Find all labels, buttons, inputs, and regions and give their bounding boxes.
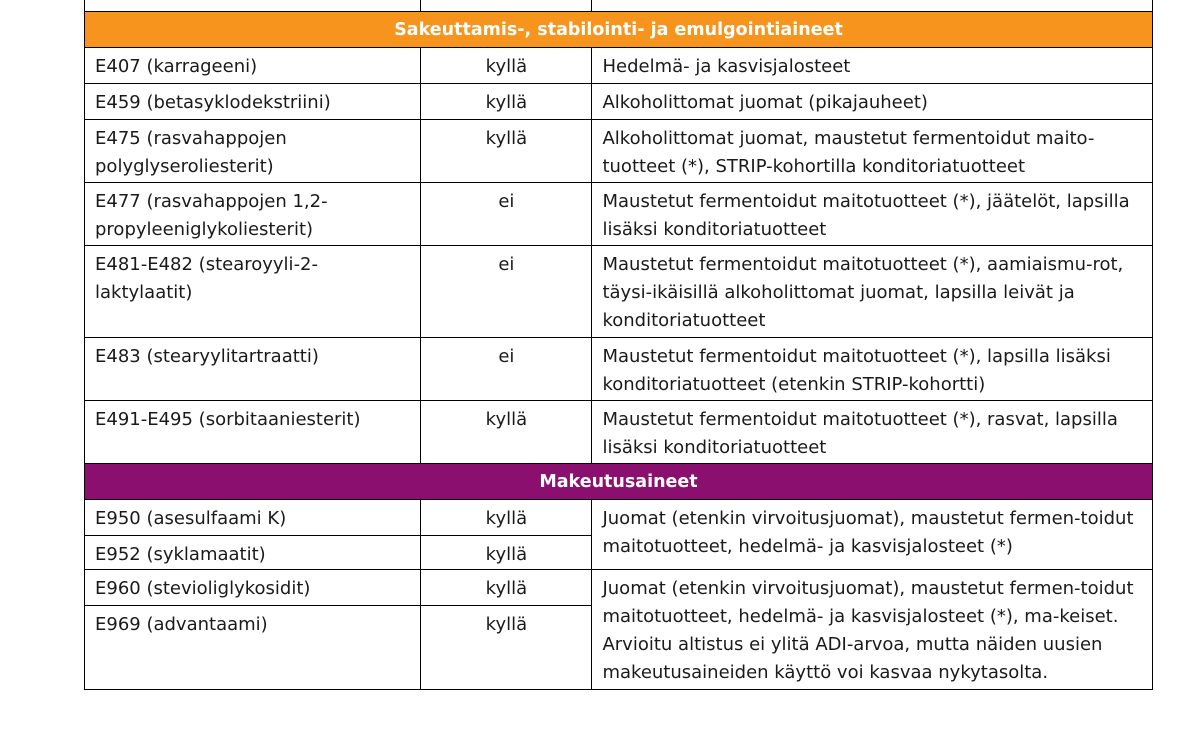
additive-name: E407 (karrageeni) xyxy=(95,56,258,77)
additive-status: kyllä xyxy=(485,92,528,113)
additive-name: E459 (betasyklodekstriini) xyxy=(95,92,331,113)
additive-status: kyllä xyxy=(485,56,528,77)
additive-use: Maustetut fermentoidut maitotuotteet (*), lapsilla lisäksi konditoriatuotteet (etenkin STRIP-kohortti) xyxy=(602,346,1111,395)
table-row xyxy=(85,401,1153,464)
table-row xyxy=(85,338,1153,401)
additive-name: E483 (stearyylitartraatti) xyxy=(95,346,319,367)
additive-use: Juomat (etenkin virvoitusjuomat), maustetut fermen-toidut maitotuotteet, hedelmä- ja kasvisjalosteet (*) xyxy=(602,508,1134,557)
additive-name: E491-E495 (sorbitaaniesterit) xyxy=(95,409,361,430)
additive-status: kyllä xyxy=(485,614,528,635)
table-row xyxy=(85,183,1153,246)
additive-name: E950 (asesulfaami K) xyxy=(95,508,287,529)
section-title: Makeutusaineet xyxy=(85,464,1153,500)
additive-use: Alkoholittomat juomat, maustetut fermentoidut maito-tuotteet (*), STRIP-kohortilla konditoriatuotteet xyxy=(602,128,1095,177)
section-title: Sakeuttamis-, stabilointi- ja emulgointiaineet xyxy=(85,12,1153,48)
additive-status: kyllä xyxy=(485,128,528,149)
additive-use: Maustetut fermentoidut maitotuotteet (*), aamiaismu-rot, täysi-ikäisillä alkoholittomat juomat, lapsilla leivät ja konditoriatuotteet xyxy=(602,254,1124,331)
section-header-sweeteners xyxy=(85,464,1153,500)
additive-status: ei xyxy=(498,346,515,367)
table-row xyxy=(85,570,1153,690)
additive-name: E960 (stevioliglykosidit) xyxy=(95,578,311,599)
additive-status: kyllä xyxy=(485,409,528,430)
additive-name: E477 (rasvahappojen 1,2-propyleeniglykoliesterit) xyxy=(95,191,328,240)
additive-status: kyllä xyxy=(485,508,528,529)
table-row xyxy=(85,0,1153,12)
additive-use: Maustetut fermentoidut maitotuotteet (*), rasvat, lapsilla lisäksi konditoriatuotteet xyxy=(602,409,1118,458)
section-header-thickeners xyxy=(85,12,1153,48)
additive-use: Maustetut fermentoidut maitotuotteet (*), jäätelöt, lapsilla lisäksi konditoriatuotteet xyxy=(602,191,1130,240)
additive-use: Juomat (etenkin virvoitusjuomat), maustetut fermen-toidut maitotuotteet, hedelmä- ja kasvisjalosteet (*), ma-keiset. Arvioitu altistus ei ylitä ADI-arvoa, mutta näiden uusien makeutusaineiden käyttö voi kasvaa nykytasolta. xyxy=(602,578,1134,683)
additive-use: Hedelmä- ja kasvisjalosteet xyxy=(602,56,851,77)
additives-table xyxy=(84,0,1153,690)
additive-status: ei xyxy=(498,191,515,212)
table-row xyxy=(85,500,1153,570)
additive-name: E969 (advantaami) xyxy=(95,614,268,635)
table-row xyxy=(85,120,1153,183)
additive-name: E475 (rasvahappojen polyglyseroliesterit) xyxy=(95,128,287,177)
additive-status: kyllä xyxy=(485,544,528,565)
additive-use: Alkoholittomat juomat (pikajauheet) xyxy=(602,92,928,113)
table-row xyxy=(85,84,1153,120)
table-row xyxy=(85,48,1153,84)
additive-status: ei xyxy=(498,254,515,275)
table-row xyxy=(85,246,1153,338)
additive-name: E952 (syklamaatit) xyxy=(95,544,266,565)
additive-status: kyllä xyxy=(485,578,528,599)
additive-name: E481-E482 (stearoyyli-2-laktylaatit) xyxy=(95,254,319,303)
